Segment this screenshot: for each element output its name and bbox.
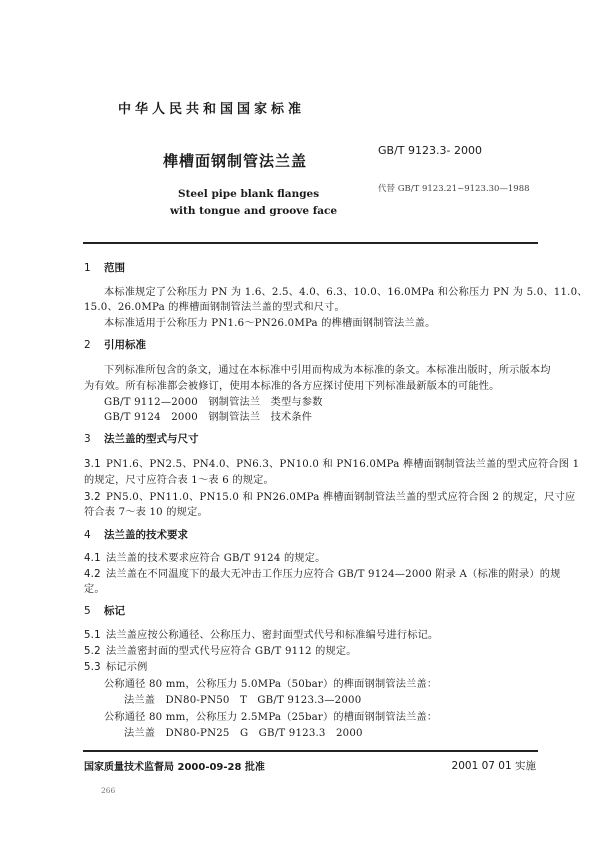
clause-text: PN5.0、PN11.0、PN15.0 和 PN26.0MPa 榫槽面钢制管法兰盖的型式应符合图 2 的规定，尺寸应 — [106, 492, 576, 503]
clause-number: 5.1 — [84, 630, 101, 641]
example-description: 公称通径 80 mm，公称压力 2.5MPa（25bar）的槽面钢制管法兰盖： — [104, 712, 438, 723]
reference-item: GB/T 9112—2000 钢制管法兰 类型与参数 — [104, 397, 323, 408]
section-4-heading — [84, 527, 188, 542]
clause-number: 3.1 — [84, 459, 101, 470]
paragraph-line: 下列标准所包含的条文，通过在本标准中引用而构成为本标准的条文。本标准出版时，所示版本均 — [104, 365, 551, 376]
section-2-heading — [84, 337, 146, 352]
section-number: 4 — [84, 529, 91, 541]
clause-3-1 — [84, 455, 579, 470]
section-3-heading — [84, 431, 199, 446]
title-en-line-1: Steel pipe blank flanges — [178, 188, 320, 200]
approval-date: 国家质量技术监督局 2000-09-28 批准 — [84, 762, 265, 773]
national-standard-label: 中华人民共和国国家标准 — [118, 102, 306, 117]
paragraph-line: 的规定，尺寸应符合表 1～表 6 的规定。 — [84, 475, 274, 486]
section-title: 引用标准 — [104, 339, 146, 351]
example-marking: 法兰盖 DN80-PN50 T GB/T 9123.3—2000 — [124, 695, 362, 706]
clause-text: 法兰盖应按公称通径、公称压力、密封面型式代号和标准编号进行标记。 — [106, 630, 439, 641]
clause-number: 3.2 — [84, 492, 101, 503]
reference-item: GB/T 9124 2000 钢制管法兰 技术条件 — [104, 412, 313, 423]
section-number: 3 — [84, 433, 91, 445]
replaces-note: 代替 GB/T 9123.21~9123.30—1988 — [378, 184, 530, 194]
paragraph-line: 15.0、26.0MPa 的榫槽面钢制管法兰盖的型式和尺寸。 — [84, 302, 345, 313]
clause-text: 标记示例 — [106, 662, 148, 673]
paragraph-line: 本标准规定了公称压力 PN 为 1.6、2.5、4.0、6.3、10.0、16.0MPa 和公称压力 PN 为 5.0、11.0、 — [104, 287, 588, 298]
title-en-line-2: with tongue and groove face — [170, 205, 338, 217]
section-number: 2 — [84, 339, 91, 351]
paragraph-line: 本标准适用于公称压力 PN1.6～PN26.0MPa 的榫槽面钢制管法兰盖。 — [104, 318, 436, 329]
paragraph-line: 为有效。所有标准都会被修订，使用本标准的各方应探讨使用下列标准最新版本的可能性。 — [84, 381, 500, 392]
clause-4-2 — [84, 565, 561, 580]
section-number: 1 — [84, 262, 91, 274]
section-title: 范围 — [104, 262, 125, 274]
section-1-heading — [84, 260, 125, 275]
clause-text: 法兰盖的技术要求应符合 GB/T 9124 的规定。 — [106, 553, 326, 564]
clause-number: 5.3 — [84, 662, 101, 673]
standard-code: GB/T 9123.3- 2000 — [378, 144, 482, 157]
paragraph-line: 符合表 7～表 10 的规定。 — [84, 507, 208, 518]
paragraph-line: 定。 — [84, 584, 105, 595]
section-5-heading — [84, 603, 125, 618]
page-number: 266 — [101, 786, 116, 795]
clause-number: 4.2 — [84, 569, 101, 580]
section-number: 5 — [84, 605, 91, 617]
example-description: 公称通径 80 mm，公称压力 5.0MPa（50bar）的榫面钢制管法兰盖： — [104, 679, 438, 690]
effective-date: 2001 07 01 实施 — [451, 760, 536, 772]
section-title: 法兰盖的技术要求 — [104, 529, 188, 541]
clause-5-2 — [84, 642, 357, 657]
clause-5-1 — [84, 626, 438, 641]
section-title: 法兰盖的型式与尺寸 — [104, 433, 199, 445]
section-title: 标记 — [104, 605, 125, 617]
title-cn: 榫槽面钢制管法兰盖 — [163, 152, 308, 170]
clause-text: 法兰盖在不同温度下的最大无冲击工作压力应符合 GB/T 9124—2000 附录 A（标准的附录）的规 — [106, 569, 561, 580]
clause-4-1 — [84, 549, 326, 564]
example-marking: 法兰盖 DN80-PN25 G GB/T 9123.3 2000 — [124, 728, 363, 739]
clause-number: 5.2 — [84, 646, 101, 657]
clause-text: 法兰盖密封面的型式代号应符合 GB/T 9112 的规定。 — [106, 646, 357, 657]
clause-number: 4.1 — [84, 553, 101, 564]
footer-rule — [83, 750, 538, 752]
header-rule — [83, 242, 538, 244]
clause-3-2 — [84, 488, 575, 503]
clause-5-3 — [84, 658, 148, 673]
clause-text: PN1.6、PN2.5、PN4.0、PN6.3、PN10.0 和 PN16.0MPa 榫槽面钢制管法兰盖的型式应符合图 1 — [106, 459, 580, 470]
